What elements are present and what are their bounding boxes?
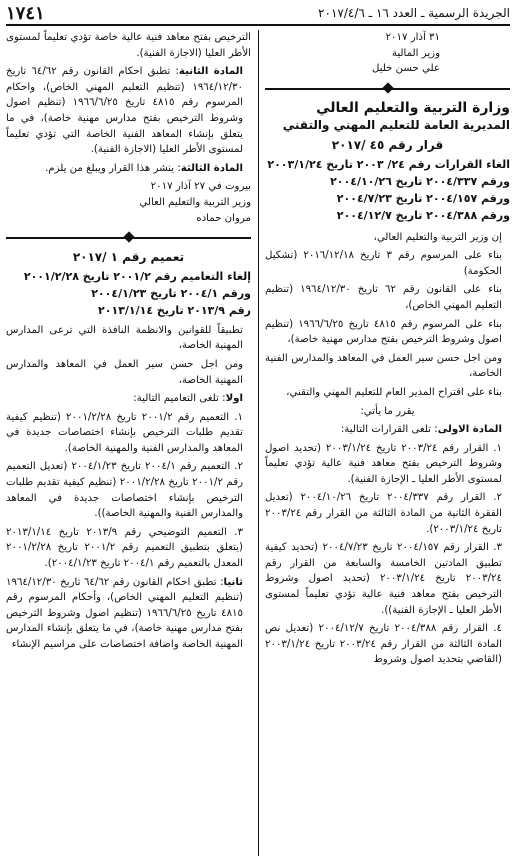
cancel-line: إلغاء التعاميم رقم ٢٠٠١/٢ تاريخ ٢٠٠١/٢/٢٨ (23, 269, 251, 283)
preamble (265, 230, 510, 401)
signature-title: وزير المالية (391, 47, 440, 59)
circular-item: ١. التعميم رقم ٢٠٠١/٢ تاريخ ٢٠٠١/٢/٢٨ (تنظيم كيفية تقديم طلبات الترخيص بإنشاء اختصاصات جديدة في المعاهد والمدارس الفنية والمهنية الخاصة). (6, 411, 243, 454)
article-2-label: المادة الثانية (178, 66, 243, 78)
cancel-line: ورقم ٢٠٠٤/٣٨٨ تاريخ ٢٠٠٤/١٢/٧ (336, 208, 510, 222)
second-label: ثانيا (223, 576, 243, 588)
continued-text: الترخيص بفتح معاهد فنية عالية خاصة تؤدي تعليماً لمستوى الأطر العليا (الاجازة الفنية). (6, 32, 251, 59)
preamble-line: بناء على اقتراح المدير العام للتعليم المهني والتقني، (286, 386, 502, 398)
left-column (6, 30, 251, 656)
cancelled-circulars (6, 268, 251, 319)
article-item: ٤. القرار رقم ٢٠٠٤/٣٨٨ تاريخ ٢٠٠٤/١٢/٧ (تعديل نص المادة الثالثة من القرار رقم ٢٠٠٣/٢٤ تاريخ ٢٠٠٣/١/٢٤ (القاضي بتحديد اصول وشروط (265, 623, 502, 666)
cancel-line: رقم ٢٠١٣/٩ تاريخ ٢٠١٣/١/١٤ (98, 303, 251, 317)
cancel-line: ورقم ٢٠٠٤/١٥٧ تاريخ ٢٠٠٤/٧/٢٣ (336, 191, 510, 205)
cancel-line: ورقم ٢٠٠٤/٣٣٧ تاريخ ٢٠٠٤/١٠/٢٦ (330, 174, 510, 188)
page-header (6, 2, 510, 26)
circular-number: تعميم رقم ١ /٢٠١٧ (72, 250, 185, 265)
preamble-line: ومن اجل حسن سير العمل في المعاهد والمدارس الفنية الخاصة، (265, 352, 502, 380)
column-separator (258, 30, 259, 856)
ministry-title: وزارة التربية والتعليم العالي (316, 99, 510, 116)
preamble-line: بناء على المرسوم رقم ٤٨١٥ تاريخ ١٩٦٦/٦/٢٥ (تنظيم اصول وشروط الترخيص بفتح مدارس مهنية خاصة)، (265, 318, 502, 346)
cancel-line: ورقم ٢٠٠٤/١ تاريخ ٢٠٠٤/١/٢٣ (91, 286, 251, 300)
second-text: : تطبق احكام القانون رقم ٦٤/٦٢ تاريخ ١٩٦٤/١٢/٣٠ (تنظيم التعليم المهني الخاص)، وأحكام المرسوم رقم ٤٨١٥ تاريخ ١٩٦٦/٦/٢٥ (تنظيم اصول وشروط الترخيص بفتح مدارس مهنية خاصة)، في ما يتعلق بإنشاء المدارس المهنية الخاصة واضافة اختصاصات على مراسيم الإنشاء (6, 576, 243, 650)
article-3-label: المادة الثالثة (180, 162, 243, 174)
section-divider (6, 232, 251, 244)
right-column (265, 30, 510, 671)
article-1-text: : تلغى القرارات التالية: (340, 424, 438, 436)
preamble-line: بناء على القانون رقم ٦٢ تاريخ ١٩٦٤/١٢/٣٠ (تنظيم التعليم المهني الخاص)، (265, 284, 503, 311)
cancel-line: الغاء القرارات رقم ٢٤/ ٢٠٠٣ تاريخ ٢٠٠٣/١/٢٤ (267, 157, 510, 171)
article-3-text: : ينشر هذا القرار ويبلغ من يلزم. (45, 162, 181, 174)
first-label: اولا (225, 393, 243, 405)
article-1 (265, 422, 510, 438)
intro-line: تطبيقاً للقوانين والانظمة النافذة التي ترعى المدارس المهنية الخاصة، (6, 324, 243, 352)
gazette-title: الجريدة الرسمية ـ العدد ١٦ ـ ٢٠١٧/٤/٦ (318, 6, 510, 20)
signature-date: ٣١ آذار ٢٠١٧ (385, 32, 440, 43)
decides-line: يقرر ما يأتي: (360, 405, 415, 417)
article-1-label: المادة الاولى (437, 424, 502, 436)
signature-date: بيروت في ٢٧ آذار ٢٠١٧ (150, 181, 251, 193)
article-item: ٣. القرار رقم ٢٠٠٤/١٥٧ تاريخ ٢٠٠٤/٧/٢٣ (تحديد كيفية تطبيق المادتين الخامسة والسابعة من القرار رقم ٢٠٠٣/٢٤ تاريخ ٢٠٠٣/١/٢٤ (تحديد اصول وشروط الترخيص بفتح معاهد فنية عالية تؤدي تعليماً لمستوى الأطر العليا ـ الإجازة الفنية)). (265, 542, 503, 616)
signature-name: مروان حماده (196, 212, 251, 224)
decision-number: قرار رقم ٤٥ /٢٠١٧ (331, 137, 444, 152)
signature-title: وزير التربية والتعليم العالي (139, 196, 251, 208)
finance-signature (265, 30, 510, 77)
education-signature (6, 179, 251, 226)
intro-line: ومن اجل حسن سير العمل في المعاهد والمدارس المهنية الخاصة، (6, 358, 243, 386)
second-section (6, 575, 251, 653)
first-text: : تلغى التعاميم التالية: (133, 393, 226, 405)
article-item: ١. القرار رقم ٢٠٠٣/٢٤ تاريخ ٢٠٠٣/١/٢٤ (تحديد اصول وشروط الترخيص بفتح معاهد فنية عالية تؤدي تعليماً لمستوى الأطر العليا ـ الإجازة الفنية). (265, 442, 503, 485)
page-number: ١٧٤١ (6, 2, 45, 24)
preamble-line: بناء على المرسوم رقم ٣ تاريخ ٢٠١٦/١٢/١٨ (تشكيل الحكومة) (265, 250, 502, 277)
directorate-title: المديرية العامة للتعليم المهني والتقني (282, 118, 510, 133)
first-section (6, 391, 251, 407)
article-3 (6, 161, 251, 177)
cancelled-decisions (265, 156, 510, 224)
section-divider (265, 83, 510, 95)
article-2-text: : تطبق احكام القانون رقم ٦٤/٦٢ تاريخ ١٩٦٤/١٢/٣٠ (تنظيم التعليم المهني الخاص)، واحكام المرسوم رقم ٤٨١٥ تاريخ ١٩٦٦/٦/٢٥ (تنظيم اصول وشروط الترخيص بفتح مدارس مهنية خاصة)، في ما يتعلق بإنشاء المعاهد الفنية الخاصة التي تؤدي تعليماً لمستوى الأطر العليا (الاجازة الفنية). (6, 66, 243, 156)
preamble-line: إن وزير التربية والتعليم العالي، (373, 231, 502, 243)
article-item: ٢. القرار رقم ٢٠٠٤/٣٣٧ تاريخ ٢٠٠٤/١٠/٢٦ (تعديل الفقرة الثانية من المادة الثالثة من القرار رقم ٢٠٠٣/٢٤ تاريخ ٢٠٠٣/١/٢٤). (265, 492, 502, 535)
article-2 (6, 64, 251, 158)
signature-name: علي حسن خليل (371, 63, 440, 75)
circular-item: ٢. التعميم رقم ٢٠٠٤/١ تاريخ ٢٠٠٤/١/٢٣ (تعديل التعميم رقم ٢٠٠١/٢ تاريخ ٢٠٠١/٢/٢٨ (تنظيم كيفية تقديم طلبات الترخيص بإنشاء اختصاصات جديدة في المعاهد والمدارس الفنية والمهنية الخاصة)). (6, 461, 243, 520)
circular-item: ٣. التعميم التوضيحي رقم ٢٠١٣/٩ تاريخ ٢٠١٣/١/١٤ (يتعلق بتطبيق التعميم رقم ٢٠٠١/٢ تاريخ ٢٠٠١/٢/٢٨ المعدل بالتعميم رقم ٢٠٠٤/١ تاريخ ٢٠٠٤/١/٢٣). (6, 526, 243, 570)
